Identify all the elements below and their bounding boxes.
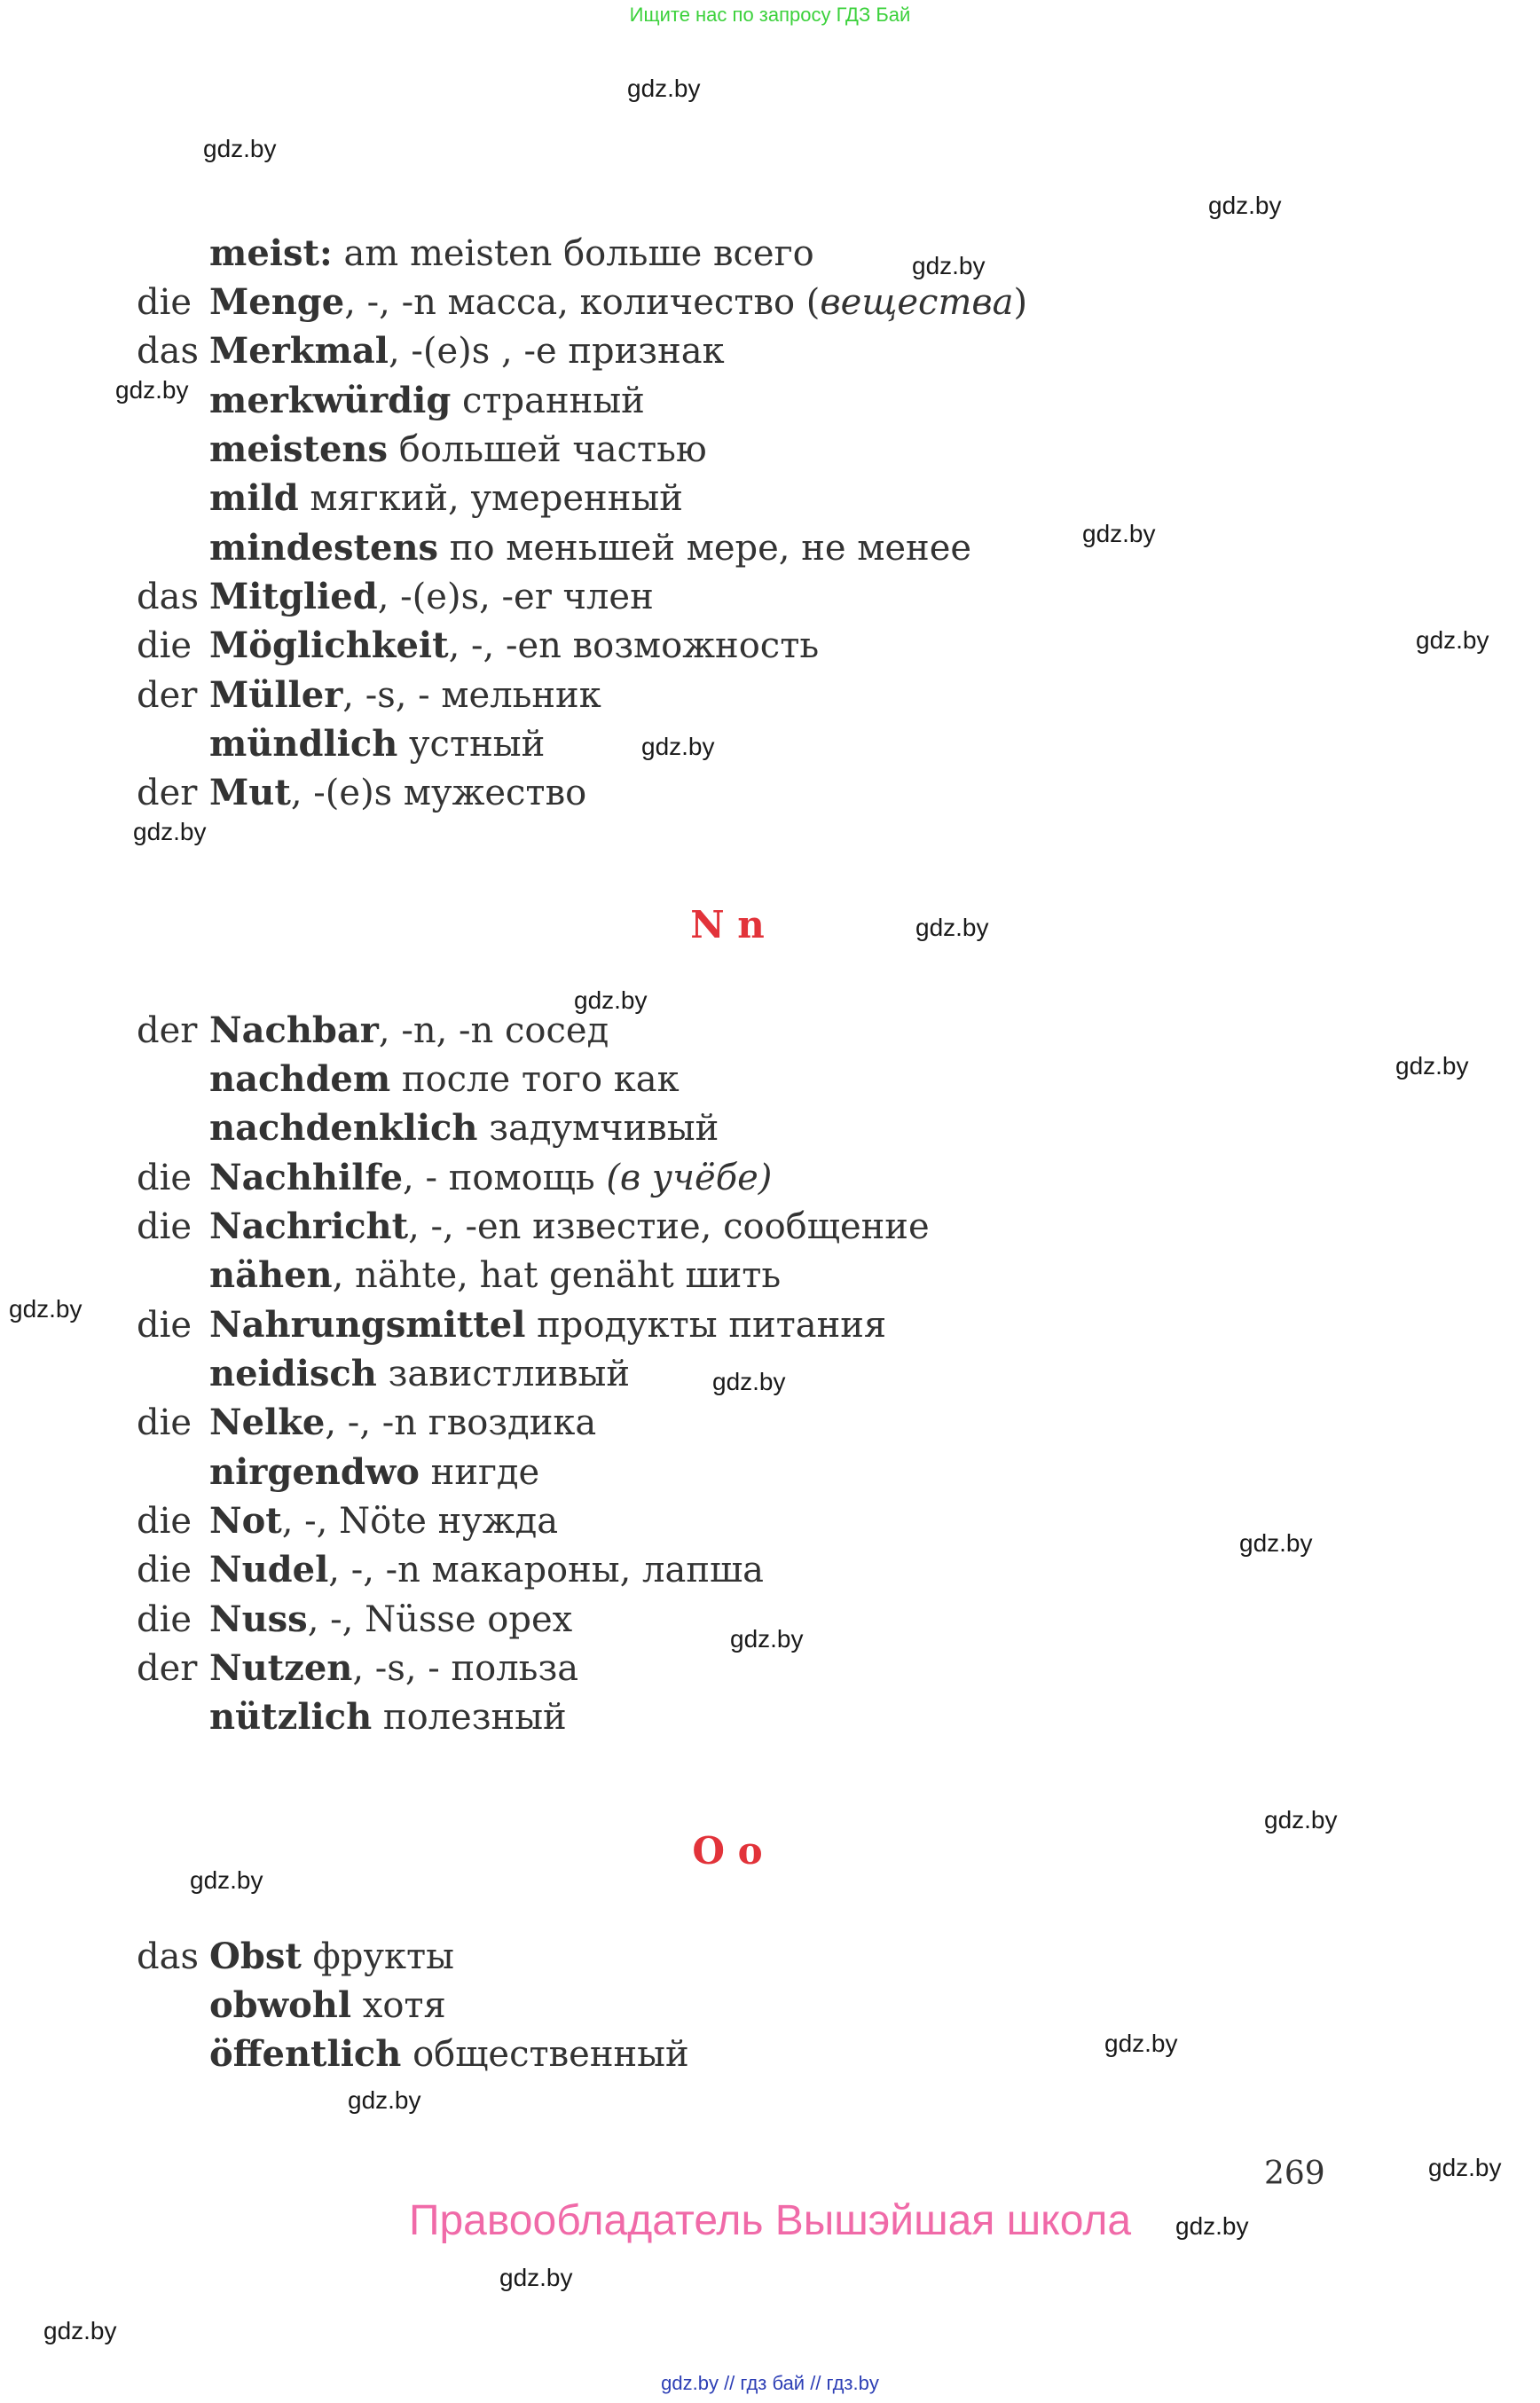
watermark: gdz.by (1416, 626, 1489, 654)
top-banner: Ищите нас по запросу ГДЗ Бай (629, 4, 911, 26)
dictionary-entry: nirgendwo нигде (209, 1451, 540, 1493)
dictionary-entry: die Nudel, -, -n макароны, лапша (137, 1549, 765, 1590)
dictionary-entry: der Nachbar, -n, -n сосед (137, 1009, 609, 1051)
watermark: gdz.by (1395, 1052, 1469, 1080)
dictionary-entry: das Merkmal, -(e)s , -e признак (137, 330, 725, 372)
dictionary-entry: die Nelke, -, -n гвоздика (137, 1402, 597, 1443)
watermark: gdz.by (1428, 2154, 1502, 2181)
dictionary-entry: der Müller, -s, - мельник (137, 674, 601, 716)
dictionary-entry: das Obst фрукты (137, 1936, 454, 1977)
watermark: gdz.by (730, 1625, 804, 1653)
dictionary-entry: nähen, nähte, hat genäht шить (209, 1254, 782, 1296)
watermark: gdz.by (712, 1368, 786, 1395)
dictionary-entry: nachdenklich задумчивый (209, 1107, 719, 1149)
watermark: gdz.by (190, 1866, 263, 1894)
dictionary-entry: mindestens по меньшей мере, не менее (209, 527, 972, 569)
dictionary-entry: meistens большей частью (209, 428, 707, 470)
dictionary-entry: meist: am meisten больше всего (209, 232, 814, 274)
watermark: gdz.by (574, 986, 648, 1014)
dictionary-entry: öffentlich общественный (209, 2033, 689, 2075)
dictionary-entry: nützlich полезный (209, 1696, 567, 1738)
watermark: gdz.by (1175, 2212, 1249, 2240)
dictionary-entry: die Menge, -, -n масса, количество (вещества) (137, 281, 1028, 323)
dictionary-entry: die Nachhilfe, - помощь (в учёбе) (137, 1157, 773, 1198)
dictionary-entry: die Not, -, Nöte нужда (137, 1500, 559, 1542)
copyright-notice: Правообладатель Вышэйшая школа (408, 2197, 1132, 2244)
dictionary-entry: merkwürdig странный (209, 380, 645, 421)
dictionary-entry: obwohl хотя (209, 1984, 446, 2026)
watermark: gdz.by (1104, 2030, 1178, 2057)
dictionary-entry: mündlich устный (209, 723, 546, 765)
watermark: gdz.by (203, 135, 277, 162)
page-number: 269 (1264, 2156, 1325, 2192)
watermark: gdz.by (9, 1295, 82, 1323)
dictionary-entry: nachdem после того как (209, 1058, 680, 1100)
dictionary-entry: der Nutzen, -s, - польза (137, 1647, 579, 1689)
watermark: gdz.by (43, 2317, 117, 2344)
watermark: gdz.by (1239, 1529, 1313, 1557)
watermark: gdz.by (1082, 520, 1156, 547)
footer-links[interactable]: gdz.by // гдз бай // гдз.by (661, 2372, 879, 2394)
section-heading-o: O o (692, 1829, 763, 1873)
watermark: gdz.by (627, 75, 701, 102)
watermark: gdz.by (133, 818, 207, 845)
dictionary-entry: der Mut, -(e)s мужество (137, 772, 587, 813)
section-heading-n: N n (690, 903, 765, 946)
watermark: gdz.by (499, 2264, 573, 2291)
watermark: gdz.by (348, 2086, 421, 2114)
dictionary-entry: neidisch завистливый (209, 1353, 631, 1394)
watermark: gdz.by (912, 252, 986, 279)
watermark: gdz.by (915, 914, 989, 941)
watermark: gdz.by (1264, 1806, 1338, 1834)
dictionary-entry: die Nachricht, -, -en известие, сообщение (137, 1205, 930, 1247)
watermark: gdz.by (1208, 192, 1282, 219)
dictionary-entry: mild мягкий, умеренный (209, 477, 683, 519)
watermark: gdz.by (115, 376, 189, 404)
watermark: gdz.by (641, 733, 715, 760)
dictionary-entry: das Mitglied, -(e)s, -er член (137, 576, 654, 617)
dictionary-entry: die Nahrungsmittel продукты питания (137, 1304, 887, 1346)
dictionary-entry: die Nuss, -, Nüsse орех (137, 1598, 573, 1640)
dictionary-entry: die Möglichkeit, -, -en возможность (137, 624, 820, 666)
